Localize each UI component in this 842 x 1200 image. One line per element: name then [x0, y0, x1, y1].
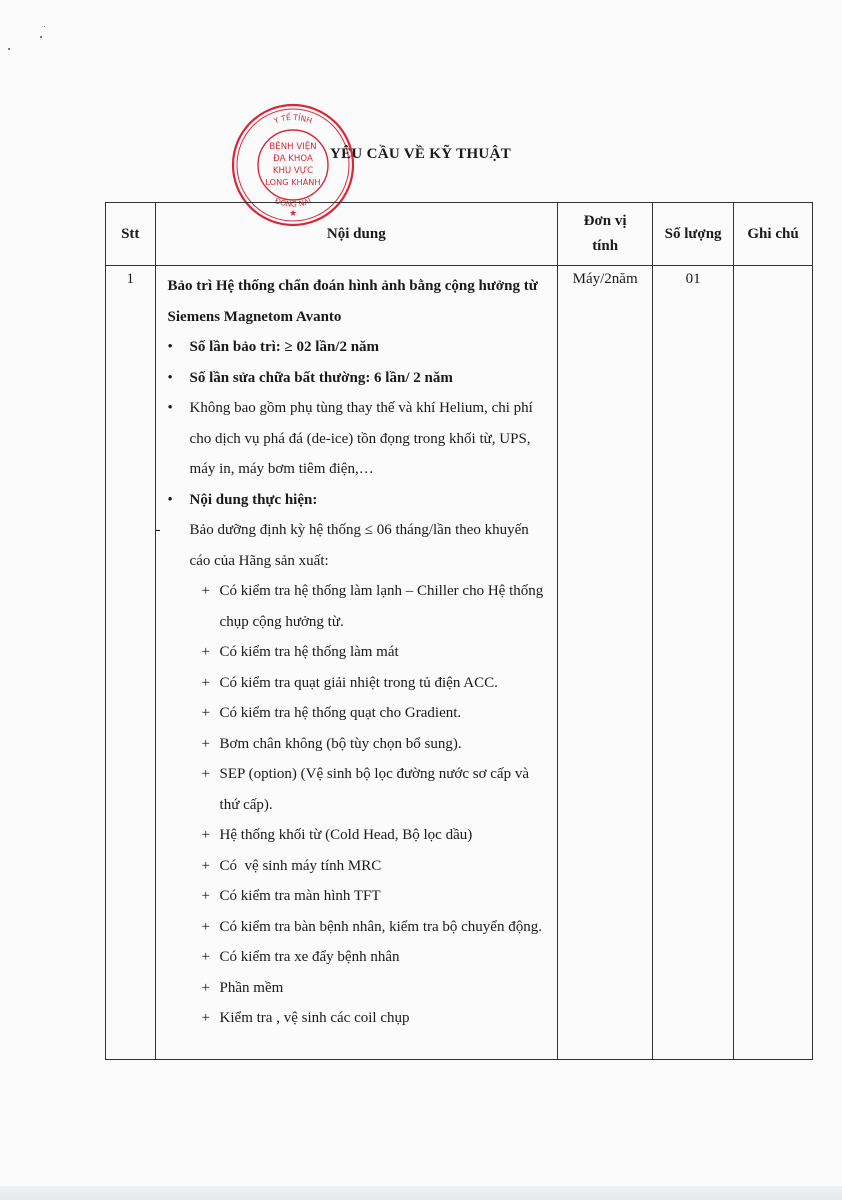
bullet-icon: •	[167, 339, 173, 355]
sub-item	[168, 881, 552, 912]
item-title: Bảo trì Hệ thống chẩn đoán hình ảnh bằng cộng hưởng từ Siemens Magnetom Avanto	[167, 278, 538, 325]
plus-icon: +	[201, 1010, 211, 1026]
dash-icon: -	[155, 522, 161, 538]
sub-item	[168, 759, 552, 820]
plus-icon: +	[201, 705, 211, 721]
sub-item	[168, 576, 552, 637]
cell-quantity: 01	[653, 266, 734, 1060]
plus-icon: +	[201, 735, 211, 752]
scan-bottom-edge	[0, 1186, 842, 1200]
sub-item-text: Phần mềm	[219, 979, 284, 996]
table-row	[106, 266, 813, 1060]
sub-item-text: Có kiểm tra màn hình TFT	[219, 888, 381, 904]
plus-icon: +	[201, 857, 211, 874]
sub-item	[168, 698, 552, 729]
header-content: Nội dung	[155, 203, 558, 266]
stamp-line: BỆNH VIỆN	[269, 142, 317, 152]
cell-content	[155, 266, 558, 1060]
scan-speck	[44, 26, 45, 27]
cell-unit: Máy/2năm	[558, 266, 653, 1060]
page-title: YÊU CẦU VỀ KỸ THUẬT	[330, 146, 512, 162]
bullet-text: Số lần bảo trì: ≥ 02 lần/2 năm	[189, 339, 380, 355]
sub-item-text: Có kiểm tra hệ thống làm lạnh – Chiller cho Hệ thống chụp cộng hưởng từ.	[219, 583, 544, 630]
bullet-item	[168, 363, 552, 394]
dash-text: Bảo dưỡng định kỳ hệ thống ≤ 06 tháng/lần theo khuyến cáo của Hãng sản xuất:	[189, 522, 529, 569]
bullet-text: Số lần sửa chữa bất thường: 6 lần/ 2 năm	[189, 369, 453, 386]
table-header-row	[106, 203, 813, 266]
header-stt: Stt	[106, 203, 156, 266]
sub-item-text: SEP (option) (Vệ sinh bộ lọc đường nước sơ cấp và thứ cấp).	[219, 766, 530, 813]
header-unit-label: Đơn vị tính	[583, 213, 627, 254]
plus-icon: +	[201, 949, 211, 965]
bullet-item	[168, 393, 552, 485]
stamp-line: LONG KHÁNH	[265, 177, 321, 187]
header-quantity: Số lượng	[653, 203, 734, 266]
sub-item-text: Kiểm tra , vệ sinh các coil chụp	[219, 1010, 410, 1026]
bullet-text: Không bao gồm phụ tùng thay thế và khí Helium, chi phí cho dịch vụ phá đá (de-ice) tồn đọng trong khối từ, UPS, máy in, máy bơm tiêm điện,…	[189, 400, 533, 477]
header-unit	[558, 203, 653, 266]
plus-icon: +	[201, 827, 211, 843]
sub-item	[168, 637, 552, 668]
bullet-item	[168, 485, 552, 516]
sub-item-text: Có kiểm tra hệ thống làm mát	[219, 644, 399, 660]
scan-speck	[8, 48, 10, 50]
stamp-top-text: Y TẾ TỈNH	[272, 112, 314, 126]
sub-item-text: Hệ thống khối từ (Cold Head, Bộ lọc dầu)	[219, 827, 473, 843]
plus-icon: +	[201, 644, 211, 660]
stamp-line: ĐA KHOA	[273, 154, 313, 164]
sub-item	[168, 668, 552, 699]
sub-item-text: Có kiểm tra hệ thống quạt cho Gradient.	[219, 705, 462, 721]
cell-note	[734, 266, 813, 1060]
plus-icon: +	[201, 918, 211, 935]
bullet-icon: •	[167, 369, 173, 386]
sub-item	[168, 851, 552, 882]
header-note: Ghi chú	[734, 203, 813, 266]
dash-item	[155, 515, 552, 576]
sub-item-text: Có vệ sinh máy tính MRC	[219, 857, 382, 874]
sub-item	[168, 729, 552, 760]
bullet-item	[168, 332, 552, 363]
bullet-icon: •	[167, 400, 173, 416]
sub-item	[168, 1003, 552, 1034]
sub-item-text: Bơm chân không (bộ tùy chọn bổ sung).	[219, 735, 462, 752]
sub-item	[168, 973, 552, 1004]
plus-icon: +	[201, 674, 211, 691]
sub-item-text: Có kiểm tra quạt giải nhiệt trong tủ điện ACC.	[219, 674, 498, 691]
svg-text:Y TẾ TỈNH	[272, 112, 314, 126]
sub-item	[168, 820, 552, 851]
sub-item-text: Có kiểm tra xe đẩy bệnh nhân	[219, 949, 400, 965]
plus-icon: +	[201, 888, 211, 904]
cell-stt: 1	[106, 266, 156, 1060]
bullet-text: Nội dung thực hiện:	[189, 491, 318, 508]
scan-speck	[40, 36, 42, 38]
sub-item-text: Có kiểm tra bàn bệnh nhân, kiểm tra bộ chuyển động.	[219, 918, 542, 935]
sub-item	[168, 942, 552, 973]
plus-icon: +	[201, 979, 211, 996]
plus-icon: +	[201, 583, 211, 599]
stamp-bottom-text: ĐỒNG NAI	[273, 196, 313, 209]
svg-text:★: ★	[288, 209, 298, 219]
specification-table	[105, 202, 813, 1060]
bullet-icon: •	[167, 491, 173, 508]
stamp-line: KHU VỰC	[272, 166, 314, 176]
plus-icon: +	[201, 766, 211, 782]
sub-item	[168, 912, 552, 943]
